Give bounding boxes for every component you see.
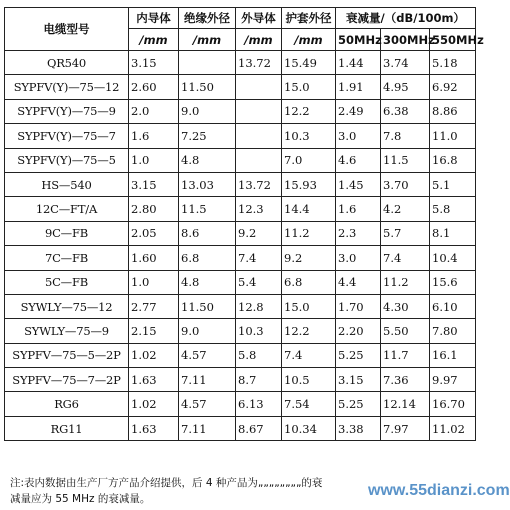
cell-outer-conductor (236, 148, 282, 172)
table-row (5, 368, 476, 392)
cell-atten-550mhz: 16.8 (430, 148, 476, 172)
cell-model: RG6 (5, 392, 129, 416)
table-row (5, 319, 476, 343)
cell-inner-conductor: 1.0 (129, 148, 179, 172)
cell-inner-conductor: 2.80 (129, 197, 179, 221)
cell-outer-conductor: 12.8 (236, 294, 282, 318)
site-watermark: www.55dianzi.com (368, 482, 510, 499)
cell-model: QR540 (5, 51, 129, 75)
cell-inner-conductor: 1.02 (129, 392, 179, 416)
cell-atten-300mhz: 11.5 (381, 148, 430, 172)
cell-atten-50mhz: 2.3 (336, 221, 381, 245)
table-row (5, 294, 476, 318)
cell-model: SYPFV(Y)—75—9 (5, 99, 129, 123)
table-row (5, 75, 476, 99)
cell-atten-550mhz: 9.97 (430, 368, 476, 392)
cell-atten-300mhz: 12.14 (381, 392, 430, 416)
cell-outer-conductor (236, 99, 282, 123)
cell-atten-300mhz: 11.7 (381, 343, 430, 367)
cell-model: SYPFV(Y)—75—12 (5, 75, 129, 99)
cell-outer-conductor: 10.3 (236, 319, 282, 343)
cell-outer-conductor: 12.3 (236, 197, 282, 221)
table-row (5, 246, 476, 270)
cell-jacket-diameter: 10.3 (282, 124, 336, 148)
cell-atten-550mhz: 6.92 (430, 75, 476, 99)
cell-model: 7C—FB (5, 246, 129, 270)
cell-atten-550mhz: 10.4 (430, 246, 476, 270)
cell-outer-conductor (236, 124, 282, 148)
cell-atten-550mhz: 16.1 (430, 343, 476, 367)
cell-jacket-diameter: 15.0 (282, 75, 336, 99)
cell-inner-conductor: 2.05 (129, 221, 179, 245)
header-inner-conductor: 内导体 (129, 8, 179, 29)
cell-atten-300mhz: 3.70 (381, 172, 430, 196)
cell-outer-conductor: 8.67 (236, 416, 282, 440)
cell-insulation-diameter: 7.11 (179, 368, 236, 392)
table-row (5, 221, 476, 245)
cell-atten-550mhz: 16.70 (430, 392, 476, 416)
cell-model: 5C—FB (5, 270, 129, 294)
cell-atten-50mhz: 5.25 (336, 392, 381, 416)
cell-atten-550mhz: 15.6 (430, 270, 476, 294)
table-row (5, 197, 476, 221)
cell-jacket-diameter: 15.0 (282, 294, 336, 318)
header-jacket-diameter: 护套外径 (282, 8, 336, 29)
cell-atten-550mhz: 8.1 (430, 221, 476, 245)
cell-atten-550mhz: 11.02 (430, 416, 476, 440)
cell-insulation-diameter: 11.5 (179, 197, 236, 221)
cell-atten-550mhz: 7.80 (430, 319, 476, 343)
cell-inner-conductor: 3.15 (129, 172, 179, 196)
header-outer-conductor: 外导体 (236, 8, 282, 29)
cell-atten-300mhz: 7.36 (381, 368, 430, 392)
table-row (5, 51, 476, 75)
cell-jacket-diameter: 14.4 (282, 197, 336, 221)
table-row (5, 148, 476, 172)
table-row (5, 172, 476, 196)
cell-jacket-diameter: 6.8 (282, 270, 336, 294)
cell-atten-550mhz: 5.1 (430, 172, 476, 196)
cell-inner-conductor: 3.15 (129, 51, 179, 75)
cell-jacket-diameter: 7.0 (282, 148, 336, 172)
cell-atten-550mhz: 5.8 (430, 197, 476, 221)
cell-atten-50mhz: 1.91 (336, 75, 381, 99)
cell-atten-50mhz: 3.0 (336, 246, 381, 270)
cell-jacket-diameter: 7.4 (282, 343, 336, 367)
cell-atten-550mhz: 11.0 (430, 124, 476, 148)
header-50mhz: 50MHz (336, 29, 381, 51)
cell-model: SYWLY—75—9 (5, 319, 129, 343)
cell-insulation-diameter: 7.25 (179, 124, 236, 148)
table-row (5, 99, 476, 123)
cell-inner-conductor: 2.15 (129, 319, 179, 343)
cell-jacket-diameter: 12.2 (282, 319, 336, 343)
cell-inner-conductor: 1.60 (129, 246, 179, 270)
cell-outer-conductor: 9.2 (236, 221, 282, 245)
cell-model: SYWLY—75—12 (5, 294, 129, 318)
cell-atten-300mhz: 11.2 (381, 270, 430, 294)
cell-atten-50mhz: 1.44 (336, 51, 381, 75)
cell-insulation-diameter: 11.50 (179, 294, 236, 318)
cell-outer-conductor: 5.4 (236, 270, 282, 294)
cell-inner-conductor: 2.60 (129, 75, 179, 99)
cell-insulation-diameter: 7.11 (179, 416, 236, 440)
table-row (5, 343, 476, 367)
cell-jacket-diameter: 10.5 (282, 368, 336, 392)
unit-inner: /mm (129, 29, 179, 51)
table-row (5, 392, 476, 416)
cell-atten-550mhz: 5.18 (430, 51, 476, 75)
cell-atten-300mhz: 7.97 (381, 416, 430, 440)
cell-insulation-diameter: 4.57 (179, 392, 236, 416)
cell-atten-300mhz: 4.30 (381, 294, 430, 318)
header-insulation-diameter: 绝缘外径 (179, 8, 236, 29)
cell-model: SYPFV—75—5—2P (5, 343, 129, 367)
cell-atten-50mhz: 3.38 (336, 416, 381, 440)
cell-atten-50mhz: 3.0 (336, 124, 381, 148)
cell-atten-300mhz: 5.50 (381, 319, 430, 343)
unit-outer: /mm (236, 29, 282, 51)
cell-inner-conductor: 1.63 (129, 416, 179, 440)
cell-insulation-diameter: 4.8 (179, 270, 236, 294)
cell-insulation-diameter: 8.6 (179, 221, 236, 245)
cell-inner-conductor: 1.0 (129, 270, 179, 294)
cell-model: SYPFV(Y)—75—5 (5, 148, 129, 172)
cell-insulation-diameter: 4.57 (179, 343, 236, 367)
cell-outer-conductor: 13.72 (236, 172, 282, 196)
cell-atten-50mhz: 1.70 (336, 294, 381, 318)
cell-model: SYPFV(Y)—75—7 (5, 124, 129, 148)
cell-atten-50mhz: 4.6 (336, 148, 381, 172)
cable-spec-table (4, 7, 484, 441)
cell-atten-300mhz: 6.38 (381, 99, 430, 123)
cell-jacket-diameter: 10.34 (282, 416, 336, 440)
table-row (5, 124, 476, 148)
cell-atten-300mhz: 7.4 (381, 246, 430, 270)
cell-inner-conductor: 1.63 (129, 368, 179, 392)
cell-atten-550mhz: 8.86 (430, 99, 476, 123)
cell-atten-50mhz: 4.4 (336, 270, 381, 294)
cell-inner-conductor: 1.02 (129, 343, 179, 367)
cell-model: HS—540 (5, 172, 129, 196)
unit-jacket: /mm (282, 29, 336, 51)
cell-insulation-diameter: 4.8 (179, 148, 236, 172)
cell-model: RG11 (5, 416, 129, 440)
cell-outer-conductor: 8.7 (236, 368, 282, 392)
cell-atten-300mhz: 4.2 (381, 197, 430, 221)
cell-inner-conductor: 1.6 (129, 124, 179, 148)
cell-insulation-diameter: 9.0 (179, 99, 236, 123)
cell-model: SYPFV—75—7—2P (5, 368, 129, 392)
cell-atten-550mhz: 6.10 (430, 294, 476, 318)
table-row (5, 416, 476, 440)
cell-insulation-diameter (179, 51, 236, 75)
cell-inner-conductor: 2.77 (129, 294, 179, 318)
unit-insulation: /mm (179, 29, 236, 51)
cell-insulation-diameter: 11.50 (179, 75, 236, 99)
cell-atten-300mhz: 4.95 (381, 75, 430, 99)
cell-atten-300mhz: 3.74 (381, 51, 430, 75)
cell-outer-conductor (236, 75, 282, 99)
cell-atten-50mhz: 3.15 (336, 368, 381, 392)
footnote-line-2: 减量应为 55 MHz 的衰减量。 (10, 493, 151, 505)
table-body (5, 51, 476, 441)
cell-jacket-diameter: 9.2 (282, 246, 336, 270)
cell-atten-50mhz: 1.45 (336, 172, 381, 196)
cell-jacket-diameter: 15.49 (282, 51, 336, 75)
cell-insulation-diameter: 13.03 (179, 172, 236, 196)
cell-atten-300mhz: 5.7 (381, 221, 430, 245)
cell-atten-50mhz: 5.25 (336, 343, 381, 367)
cell-outer-conductor: 6.13 (236, 392, 282, 416)
cell-atten-50mhz: 1.6 (336, 197, 381, 221)
cell-outer-conductor: 5.8 (236, 343, 282, 367)
cell-model: 9C—FB (5, 221, 129, 245)
header-550mhz: 550MHz (430, 29, 476, 51)
cell-insulation-diameter: 9.0 (179, 319, 236, 343)
header-model: 电缆型号 (5, 8, 129, 51)
table-row (5, 270, 476, 294)
cell-outer-conductor: 7.4 (236, 246, 282, 270)
cell-outer-conductor: 13.72 (236, 51, 282, 75)
cell-inner-conductor: 2.0 (129, 99, 179, 123)
cell-atten-50mhz: 2.20 (336, 319, 381, 343)
cell-atten-300mhz: 7.8 (381, 124, 430, 148)
cell-insulation-diameter: 6.8 (179, 246, 236, 270)
cell-jacket-diameter: 12.2 (282, 99, 336, 123)
header-attenuation: 衰减量/（dB/100m） (336, 8, 476, 29)
cell-atten-50mhz: 2.49 (336, 99, 381, 123)
header-300mhz: 300MHz (381, 29, 430, 51)
cell-jacket-diameter: 11.2 (282, 221, 336, 245)
cell-model: 12C—FT/A (5, 197, 129, 221)
cell-jacket-diameter: 7.54 (282, 392, 336, 416)
footnote-line-1: 注:表内数据由生产厂方产品介绍提供，后 4 种产品为„„„„„„„„的衰 (10, 477, 323, 489)
cell-jacket-diameter: 15.93 (282, 172, 336, 196)
